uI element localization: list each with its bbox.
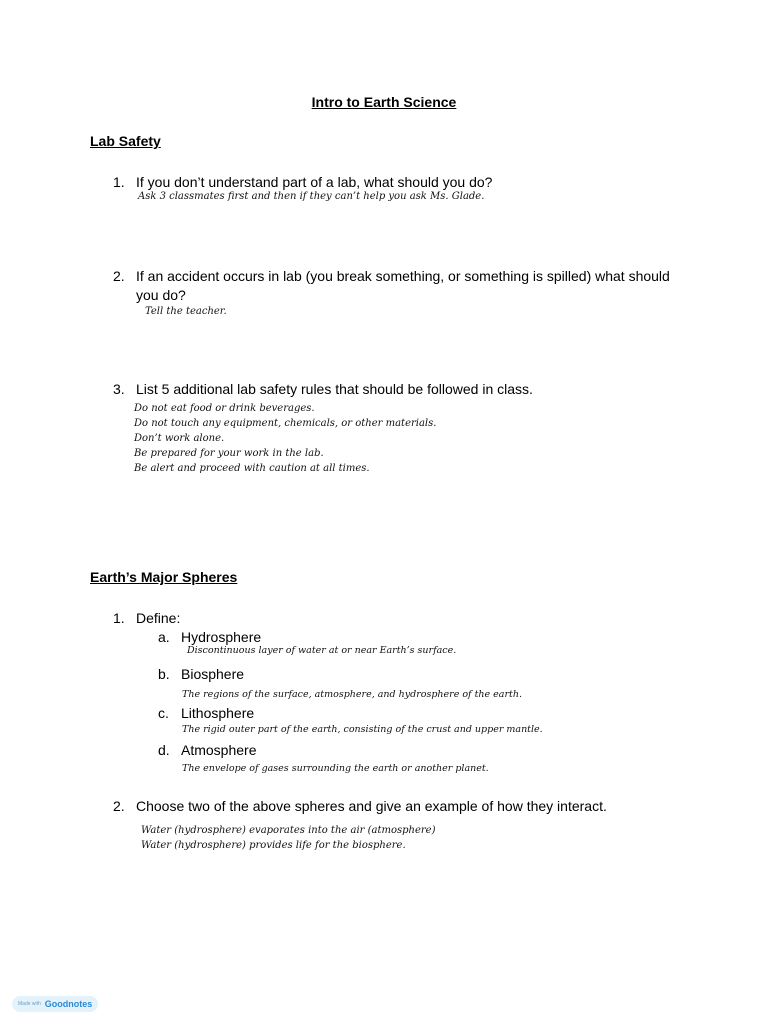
handwritten-answer: Ask 3 classmates first and then if they can’t help you ask Ms. Glade. (138, 191, 485, 202)
term-hydrosphere: Hydrosphere (181, 629, 262, 645)
section-heading-lab-safety: Lab Safety (90, 133, 161, 149)
question-text: List 5 additional lab safety rules that should be followed in class. (136, 381, 533, 397)
list-letter: c. (158, 705, 169, 721)
goodnotes-badge[interactable] (12, 996, 98, 1012)
section-heading-spheres: Earth’s Major Spheres (90, 569, 238, 585)
term-biosphere: Biosphere (181, 666, 245, 682)
handwritten-answer-line: Be alert and proceed with caution at all times. (134, 463, 370, 474)
question-number: 2. (113, 798, 125, 814)
handwritten-definition: The regions of the surface, atmosphere, and hydrosphere of the earth. (182, 689, 522, 700)
handwritten-answer: Tell the teacher. (145, 306, 227, 317)
question-text: Choose two of the above spheres and give an example of how they interact. (136, 798, 607, 814)
term-lithosphere: Lithosphere (181, 705, 255, 721)
handwritten-definition: Discontinuous layer of water at or near Earth’s surface. (187, 645, 457, 656)
list-letter: a. (158, 629, 170, 645)
question-number: 2. (113, 268, 125, 284)
handwritten-answer-line: Do not eat food or drink beverages. (134, 403, 315, 414)
page-title: Intro to Earth Science (311, 94, 457, 110)
question-number: 1. (113, 610, 125, 626)
question-number: 3. (113, 381, 125, 397)
question-text: If you don’t understand part of a lab, what should you do? (136, 174, 493, 190)
list-letter: b. (158, 666, 170, 682)
question-text: Define: (136, 610, 181, 626)
question-text-continued: you do? (136, 287, 186, 303)
question-text: If an accident occurs in lab (you break something, or something is spilled) what should (136, 268, 670, 284)
badge-made-with: Made with (18, 1001, 41, 1007)
handwritten-definition: The envelope of gases surrounding the earth or another planet. (182, 763, 489, 774)
handwritten-answer-line: Water (hydrosphere) evaporates into the air (atmosphere) (141, 825, 436, 836)
handwritten-answer-line: Be prepared for your work in the lab. (134, 448, 324, 459)
handwritten-definition: The rigid outer part of the earth, consisting of the crust and upper mantle. (182, 724, 543, 735)
term-atmosphere: Atmosphere (181, 742, 257, 758)
badge-brand: Goodnotes (44, 999, 93, 1009)
handwritten-answer-line: Do not touch any equipment, chemicals, or other materials. (134, 418, 437, 429)
list-letter: d. (158, 742, 170, 758)
question-number: 1. (113, 174, 125, 190)
handwritten-answer-line: Don’t work alone. (134, 433, 225, 444)
handwritten-answer-line: Water (hydrosphere) provides life for the biosphere. (141, 840, 406, 851)
